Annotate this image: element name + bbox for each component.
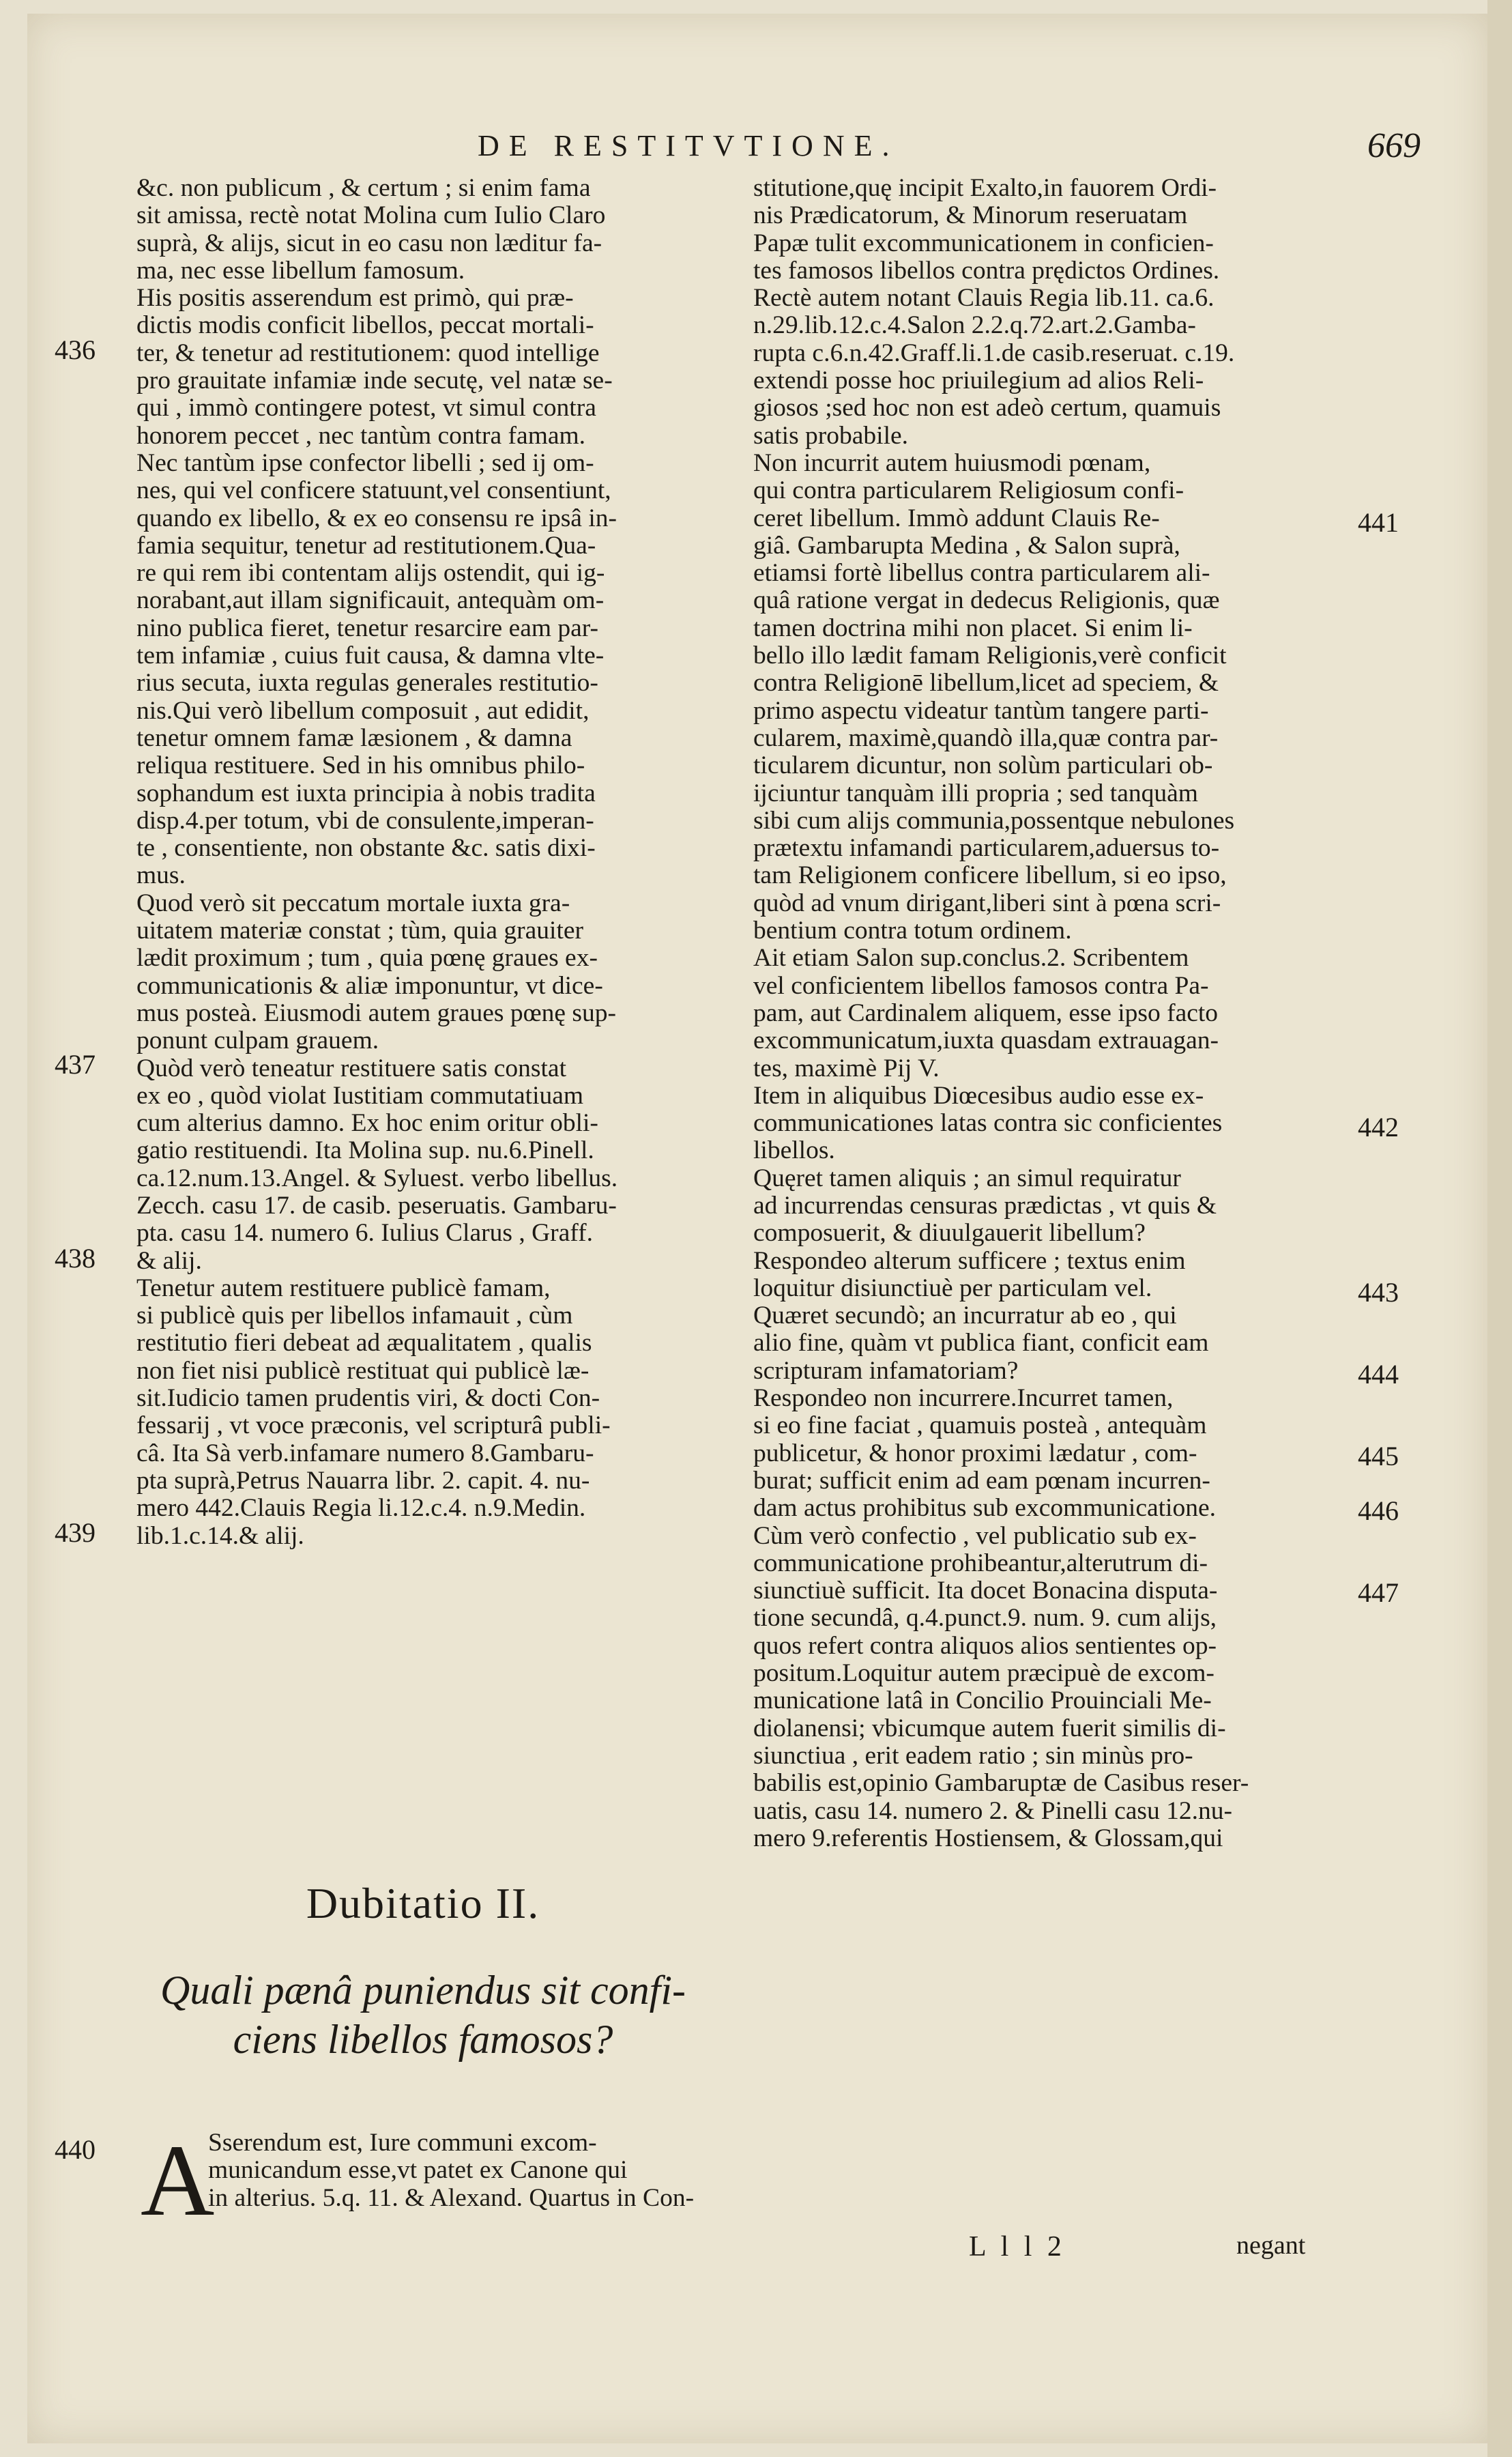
text-line: giâ. Gambarupta Medina , & Salon suprà, (753, 532, 1180, 560)
text-line: communicationes latas contra sic conficientes (753, 1110, 1223, 1138)
paragraph-number: 441 (1358, 507, 1399, 538)
text-line: si publicè quis per libellos infamauit , cùm (136, 1302, 573, 1330)
text-line: in alterius. 5.q. 11. & Alexand. Quartus in Con- (208, 2184, 695, 2212)
running-head: DE RESTITVTIONE. (478, 129, 899, 162)
paragraph-number: 439 (55, 1517, 96, 1548)
text-line: Cùm verò confectio , vel publicatio sub ex- (753, 1522, 1197, 1550)
text-line: nes, qui vel conficere statuunt,vel consentiunt, (136, 477, 611, 505)
left-column (136, 175, 710, 1550)
text-line: Ait etiam Salon sup.conclus.2. Scribentem (753, 945, 1189, 973)
text-line: giosos ;sed hoc non est adeò certum, quamuis (753, 394, 1221, 422)
text-line: nis.Qui verò libellum composuit , aut edidit, (136, 697, 590, 725)
text-line: loquitur disiunctiuè per particulam vel. (753, 1274, 1152, 1302)
text-line: mero 9.referentis Hostiensem, & Glossam,qui (753, 1824, 1223, 1852)
text-line: Sserendum est, Iure communi excom- (208, 2129, 597, 2157)
dubitatio-heading: Dubitatio II. (306, 1879, 540, 1927)
text-line: diolanensi; vbicumque autem fuerit similis di- (753, 1714, 1226, 1742)
paragraph-number: 436 (55, 334, 96, 365)
text-line: tamen doctrina mihi non placet. Si enim li- (753, 614, 1193, 642)
question-title: Quali pænâ puniendus sit confi- ciens libellos famosos? (160, 1968, 686, 2062)
signature-mark: L l l 2 (969, 2231, 1066, 2262)
right-column (753, 175, 1326, 1852)
text-line: nino publica fieret, tenetur resarcire eam par- (136, 614, 599, 642)
text-line: communicatione prohibeantur,alterutrum di- (753, 1549, 1208, 1577)
text-line: reliqua restituere. Sed in his omnibus philo- (136, 752, 585, 780)
text-line: tem infamiæ , cuius fuit causa, & damna vlte- (136, 642, 605, 670)
text-line: lædit proximum ; tum , quia pœnę graues ex- (136, 945, 598, 973)
text-line: tenetur omnem famæ læsionem , & damna (136, 724, 572, 752)
text-line: Quęret tamen aliquis ; an simul requiratur (753, 1164, 1181, 1192)
text-line: publicetur, & honor proximi lædatur , com- (753, 1439, 1197, 1467)
text-line: scripturam infamatoriam? (753, 1357, 1019, 1385)
text-line: ijciuntur tanquàm illi propria ; sed tanquàm (753, 779, 1198, 807)
paragraph-number: 440 (55, 2134, 96, 2165)
text-line: sophandum est iuxta principia à nobis tradita (136, 779, 596, 807)
text-line: positum.Loquitur autem præcipuè de excom- (753, 1660, 1215, 1688)
text-line: quando ex libello, & ex eo consensu re ipsâ in- (136, 504, 617, 532)
text-line: Rectè autem notant Clauis Regia lib.11. ca.6. (753, 285, 1215, 313)
text-line: pro grauitate infamiæ inde secutę, vel natæ se- (136, 367, 613, 395)
text-line: municatione latâ in Concilio Prouinciali Me- (753, 1687, 1212, 1715)
text-line: mus. (136, 862, 186, 890)
text-line: si eo fine faciat , quamuis posteà , antequàm (753, 1412, 1207, 1440)
text-line: tes, maximè Pij V. (753, 1054, 940, 1082)
text-line: re qui rem ibi contentam alijs ostendit, qui ig- (136, 560, 605, 588)
text-line: honorem peccet , nec tantùm contra famam. (136, 422, 586, 450)
text-line: Zecch. casu 17. de casib. peseruatis. Gambaru- (136, 1192, 617, 1220)
text-line: uitatem materiæ constat ; tùm, quia grauiter (136, 917, 584, 945)
text-line: non fiet nisi publicè restituat qui publicè læ- (136, 1357, 590, 1385)
text-line: primo aspectu videatur tantùm tangere parti- (753, 697, 1209, 725)
text-line: ad incurrendas censuras prædictas , vt quis & (753, 1192, 1217, 1220)
text-line: famia sequitur, tenetur ad restitutionem.Qua- (136, 532, 596, 560)
text-line: etiamsi fortè libellus contra particularem ali- (753, 560, 1210, 588)
text-line: ex eo , quòd violat Iustitiam commutatiuam (136, 1082, 584, 1110)
text-line: satis probabile. (753, 422, 909, 450)
text-line: quâ ratione vergat in dedecus Religionis, quæ (753, 587, 1220, 615)
text-line: Respondeo non incurrere.Incurret tamen, (753, 1385, 1174, 1413)
text-line: pta suprà,Petrus Nauarra libr. 2. capit. 4. nu- (136, 1467, 590, 1495)
text-line: rius secuta, iuxta regulas generales restitutio- (136, 670, 598, 698)
text-line: Papæ tulit excommunicationem in conficien- (753, 229, 1214, 257)
text-line: tes famosos libellos contra prędictos Ordines. (753, 257, 1220, 285)
text-line: tione secundâ, q.4.punct.9. num. 9. cum alijs, (753, 1605, 1217, 1633)
text-line: bello illo lædit famam Religionis,verè conficit (753, 642, 1227, 670)
text-line: dam actus prohibitus sub excommunicatione. (753, 1495, 1216, 1523)
text-line: pta. casu 14. numero 6. Iulius Clarus , Graff. (136, 1220, 593, 1248)
text-line: excommunicatum,iuxta quasdam extrauagan- (753, 1027, 1219, 1055)
text-line: Tenetur autem restituere publicè famam, (136, 1274, 551, 1302)
text-line: & alij. (136, 1247, 202, 1275)
paragraph-number: 437 (55, 1049, 96, 1080)
text-line: prætextu infamandi particularem,aduersus to- (753, 835, 1220, 863)
text-line: sit.Iudicio tamen prudentis viri, & docti Con- (136, 1385, 600, 1413)
text-line: ponunt culpam grauem. (136, 1027, 379, 1055)
text-line: extendi posse hoc priuilegium ad alios Reli- (753, 367, 1204, 395)
text-line: gatio restituendi. Ita Molina sup. nu.6.Pinell. (136, 1137, 594, 1165)
text-line: sibi cum alijs communia,possentque nebulones (753, 807, 1235, 835)
text-line: mero 442.Clauis Regia li.12.c.4. n.9.Medin. (136, 1495, 586, 1523)
text-line: Quod verò sit peccatum mortale iuxta gra- (136, 889, 570, 917)
text-line: norabant,aut illam significauit, antequàm om- (136, 587, 605, 615)
text-line: stitutione,quę incipit Exalto,in fauorem Ordi- (753, 175, 1217, 202)
text-line: pam, aut Cardinalem aliquem, esse ipso facto (753, 999, 1219, 1027)
page-edge (1487, 0, 1512, 2457)
paragraph-number: 445 (1358, 1441, 1399, 1471)
text-line: alio fine, quàm vt publica fiant, conficit eam (753, 1330, 1209, 1357)
paragraph-number: 443 (1358, 1277, 1399, 1308)
text-line: contra Religionē libellum,licet ad speciem, & (753, 670, 1219, 698)
text-line: quòd ad vnum dirigant,liberi sint à pœna scri- (753, 889, 1221, 917)
text-line: ticularem dicuntur, non solùm particulari ob- (753, 752, 1213, 780)
text-line: Quæret secundò; an incurratur ab eo , qui (753, 1302, 1177, 1330)
text-line: lib.1.c.14.& alij. (136, 1522, 304, 1550)
text-line: babilis est,opinio Gambaruptæ de Casibus reser- (753, 1770, 1249, 1798)
text-line: libellos. (753, 1137, 835, 1165)
paragraph-number: 444 (1358, 1359, 1399, 1390)
text-line: uatis, casu 14. numero 2. & Pinelli casu 12.nu- (753, 1797, 1232, 1825)
text-line: nis Prædicatorum, & Minorum reseruatam (753, 202, 1188, 230)
text-line: ca.12.num.13.Angel. & Syluest. verbo libellus. (136, 1164, 618, 1192)
text-line: suprà, & alijs, sicut in eo casu non læditur fa- (136, 229, 602, 257)
text-line: te , consentiente, non obstante &c. satis dixi- (136, 835, 596, 863)
text-line: burat; sufficit enim ad eam pœnam incurren- (753, 1467, 1210, 1495)
text-line: cularem, maximè,quandò illa,quæ contra par- (753, 724, 1219, 752)
text-line: His positis asserendum est primò, qui præ- (136, 285, 574, 313)
catchword: negant (1236, 2231, 1306, 2260)
text-line: Quòd verò teneatur restituere satis constat (136, 1054, 566, 1082)
text-line: ter, & tenetur ad restitutionem: quod intellige (136, 339, 600, 367)
text-line: qui , immò contingere potest, vt simul contra (136, 394, 596, 422)
page-number: 669 (1367, 126, 1421, 165)
paragraph-number: 447 (1358, 1577, 1399, 1608)
paragraph-number: 442 (1358, 1112, 1399, 1143)
text-line: composuerit, & diuulgauerit libellum? (753, 1220, 1146, 1248)
page-header (0, 121, 1512, 183)
text-line: quos refert contra aliquos alios sentientes op- (753, 1632, 1217, 1660)
drop-cap: A (141, 2124, 215, 2237)
text-line: Non incurrit autem huiusmodi pœnam, (753, 449, 1151, 477)
text-line: disp.4.per totum, vbi de consulente,imperan- (136, 807, 594, 835)
text-line: Respondeo alterum sufficere ; textus enim (753, 1247, 1186, 1275)
text-line: qui contra particularem Religiosum confi- (753, 477, 1184, 505)
text-line: dictis modis conficit libellos, peccat mortali- (136, 312, 594, 340)
text-line: ceret libellum. Immò addunt Clauis Re- (753, 504, 1160, 532)
text-line: Nec tantùm ipse confector libelli ; sed ij om- (136, 449, 594, 477)
text-line: siunctiua , erit eadem ratio ; sin minùs pro- (753, 1742, 1193, 1770)
text-line: siunctiuè sufficit. Ita docet Bonacina disputa- (753, 1577, 1218, 1605)
text-line: câ. Ita Sà verb.infamare numero 8.Gambaru- (136, 1439, 594, 1467)
text-line: municandum esse,vt patet ex Canone qui (208, 2157, 628, 2185)
paragraph-440 (208, 2129, 713, 2212)
text-line: &c. non publicum , & certum ; si enim fama (136, 175, 591, 202)
text-line: ma, nec esse libellum famosum. (136, 257, 465, 285)
text-line: sit amissa, rectè notat Molina cum Iulio Claro (136, 202, 606, 230)
text-line: cum alterius damno. Ex hoc enim oritur obli- (136, 1110, 598, 1138)
text-line: tam Religionem conficere libellum, si eo ipso, (753, 862, 1227, 890)
text-line: rupta c.6.n.42.Graff.li.1.de casib.reseruat. c.19. (753, 339, 1235, 367)
text-line: vel conficientem libellos famosos contra Pa- (753, 972, 1209, 1000)
text-line: restitutio fieri debeat ad æqualitatem , qualis (136, 1330, 592, 1357)
text-line: n.29.lib.12.c.4.Salon 2.2.q.72.art.2.Gamba- (753, 312, 1196, 340)
text-line: bentium contra totum ordinem. (753, 917, 1072, 945)
paragraph-number: 446 (1358, 1495, 1399, 1526)
text-line: communicationis & aliæ imponuntur, vt dice- (136, 972, 603, 1000)
text-line: mus posteà. Eiusmodi autem graues pœnę sup- (136, 999, 616, 1027)
text-line: fessarij , vt voce præconis, vel scripturâ publi- (136, 1412, 611, 1440)
paragraph-number: 438 (55, 1243, 96, 1274)
text-line: Item in aliquibus Diœcesibus audio esse ex- (753, 1082, 1204, 1110)
